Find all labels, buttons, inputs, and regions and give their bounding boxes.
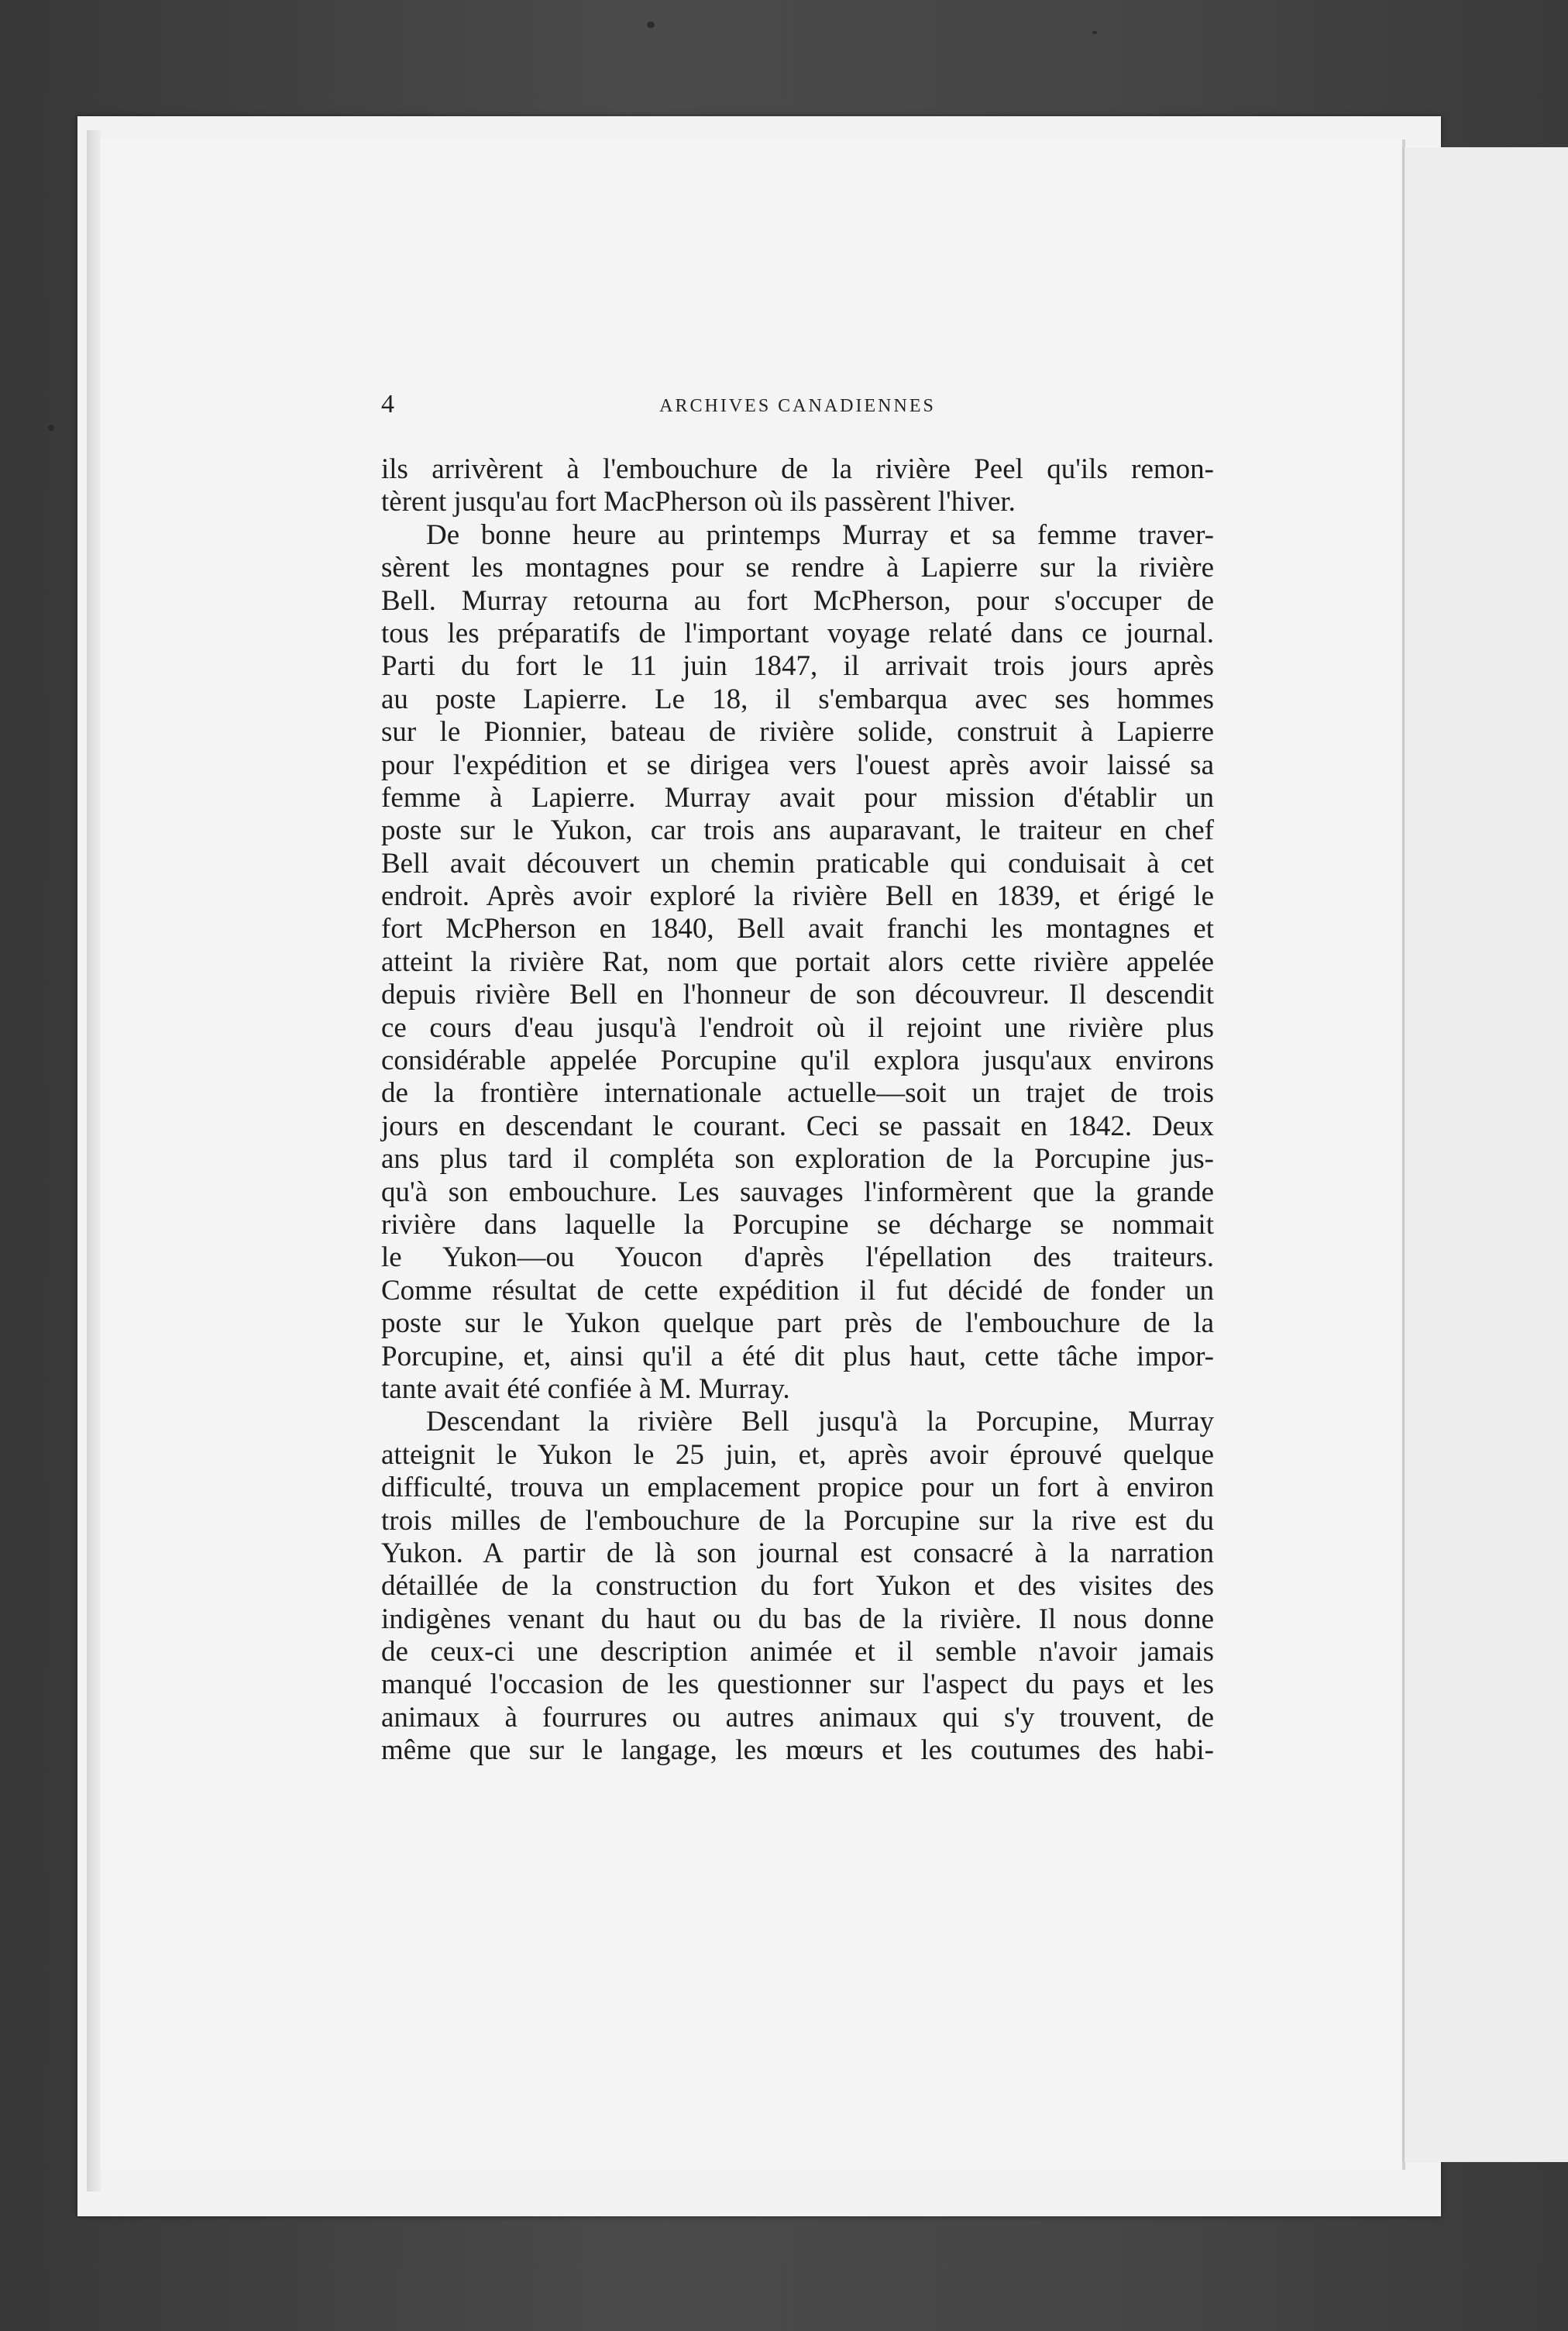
running-head xyxy=(381,389,1214,420)
text-line: Porcupine, et, ainsi qu'il a été dit plus haut, cette tâche impor- xyxy=(381,1340,1214,1372)
text-line: animaux à fourrures ou autres animaux qui s'y trouvent, de xyxy=(381,1701,1214,1734)
text-line: indigènes venant du haut ou du bas de la rivière. Il nous donne xyxy=(381,1603,1214,1635)
scan-speck xyxy=(48,425,54,431)
text-line: difficulté, trouva un emplacement propice pour un fort à environ xyxy=(381,1472,1214,1504)
page-edge xyxy=(87,130,101,2192)
text-line: depuis rivière Bell en l'honneur de son découvreur. Il descendit xyxy=(381,979,1214,1011)
text-line: ce cours d'eau jusqu'à l'endroit où il rejoint une rivière plus xyxy=(381,1011,1214,1044)
text-line: tous les préparatifs de l'important voyage relaté dans ce journal. xyxy=(381,617,1214,649)
text-line: trois milles de l'embouchure de la Porcupine sur la rive est du xyxy=(381,1504,1214,1537)
text-line: fort McPherson en 1840, Bell avait franchi les montagnes et xyxy=(381,913,1214,945)
text-line: ils arrivèrent à l'embouchure de la rivière Peel qu'ils remon- xyxy=(381,453,1214,485)
text-line: sur le Pionnier, bateau de rivière solide, construit à Lapierre xyxy=(381,716,1214,749)
text-line: Bell avait découvert un chemin praticable qui conduisait à cet xyxy=(381,847,1214,880)
text-line: détaillée de la construction du fort Yukon et des visites des xyxy=(381,1570,1214,1603)
scan-speck xyxy=(647,22,655,28)
text-line: tante avait été confiée à M. Murray. xyxy=(381,1372,790,1405)
text-line: manqué l'occasion de les questionner sur l'aspect du pays et les xyxy=(381,1668,1214,1701)
text-line: De bonne heure au printemps Murray et sa femme traver- xyxy=(426,518,1214,551)
text-line: Comme résultat de cette expédition il fut décidé de fonder un xyxy=(381,1274,1214,1307)
text-line: poste sur le Yukon quelque part près de l'embouchure de la xyxy=(381,1307,1214,1340)
text-line: ans plus tard il compléta son exploration de la Porcupine jus- xyxy=(381,1143,1214,1176)
running-head-title: ARCHIVES CANADIENNES xyxy=(659,396,936,416)
text-line: considérable appelée Porcupine qu'il explora jusqu'aux environs xyxy=(381,1045,1214,1077)
facing-page-edge xyxy=(1402,147,1568,2162)
text-line: sèrent les montagnes pour se rendre à Lapierre sur la rivière xyxy=(381,552,1214,584)
text-line: tèrent jusqu'au fort MacPherson où ils passèrent l'hiver. xyxy=(381,486,1016,518)
text-line: endroit. Après avoir exploré la rivière Bell en 1839, et érigé le xyxy=(381,880,1214,913)
scan-speck xyxy=(1092,31,1097,34)
text-line: Parti du fort le 11 juin 1847, il arrivait trois jours après xyxy=(381,650,1214,683)
text-line: le Yukon—ou Youcon d'après l'épellation des traiteurs. xyxy=(381,1241,1214,1274)
text-line: qu'à son embouchure. Les sauvages l'informèrent que la grande xyxy=(381,1176,1214,1208)
text-line: rivière dans laquelle la Porcupine se décharge se nommait xyxy=(381,1208,1214,1241)
text-line: Bell. Murray retourna au fort McPherson, pour s'occuper de xyxy=(381,584,1214,617)
text-line: même que sur le langage, les mœurs et les coutumes des habi- xyxy=(381,1734,1214,1767)
body-text xyxy=(381,453,1214,1768)
text-line: poste sur le Yukon, car trois ans auparavant, le traiteur en chef xyxy=(381,814,1214,847)
text-line: de la frontière internationale actuelle—soit un trajet de trois xyxy=(381,1077,1214,1110)
text-line: atteint la rivière Rat, nom que portait alors cette rivière appelée xyxy=(381,945,1214,978)
text-line: atteignit le Yukon le 25 juin, et, après avoir éprouvé quelque xyxy=(381,1438,1214,1471)
text-line: Yukon. A partir de là son journal est consacré à la narration xyxy=(381,1537,1214,1569)
text-line: pour l'expédition et se dirigea vers l'ouest après avoir laissé sa xyxy=(381,749,1214,781)
text-line: femme à Lapierre. Murray avait pour mission d'établir un xyxy=(381,781,1214,814)
text-line: au poste Lapierre. Le 18, il s'embarqua avec ses hommes xyxy=(381,683,1214,715)
text-line: jours en descendant le courant. Ceci se passait en 1842. Deux xyxy=(381,1110,1214,1142)
text-line: Descendant la rivière Bell jusqu'à la Porcupine, Murray xyxy=(426,1406,1214,1438)
page-number: 4 xyxy=(381,390,394,418)
text-line: de ceux-ci une description animée et il semble n'avoir jamais xyxy=(381,1636,1214,1668)
